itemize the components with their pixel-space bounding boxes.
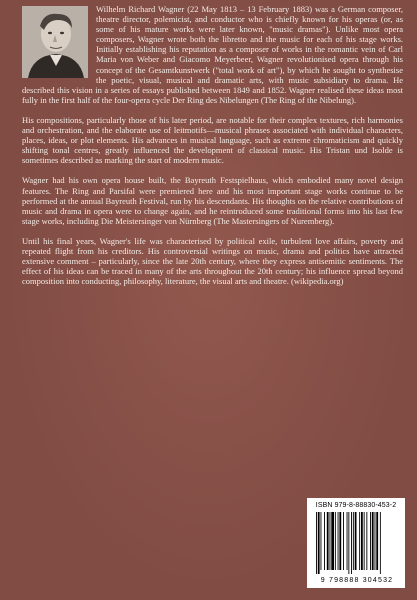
portrait-image	[22, 6, 88, 78]
isbn-label: ISBN 979-8-88830-453-2	[315, 502, 397, 509]
barcode-bar	[327, 512, 329, 570]
barcode-bar	[347, 512, 348, 570]
barcode-bar	[376, 512, 378, 570]
isbn-digits: 9 798888 304532	[320, 577, 394, 584]
bio-paragraph-3: Wagner had his own opera house built, the Bayreuth Festspielhaus, which embodied many novel design features. The Ring and Parsifal were premiered here and his most important stage works continue to be performed at the annual Bayreuth Festival, run by his descendants. His thoughts on the relative contributions of music and drama in opera were to change again, and he reintroduced some traditional forms into his last few stage works, including Die Meistersinger von Nürnberg (The Mastersingers of Nuremberg).	[22, 175, 403, 226]
barcode-bar	[375, 512, 376, 570]
portrait-drawing	[22, 6, 88, 78]
bio-paragraph-4: Until his final years, Wagner's life was characterised by political exile, turbulent love affairs, poverty and repeated flight from his creditors. His controversial writings on music, drama and politics have attracted extensive comment – particularly, since the late 20th century, where they express antisemitic sentiments. The effect of his ideas can be traced in many of the arts throughout the 20th century; his influence spread beyond composition into conducting, philosophy, literature, the visual arts and theatre. (wikipedia.org)	[22, 235, 403, 287]
barcode-bar	[364, 512, 365, 570]
barcode-bar	[324, 512, 325, 570]
barcode-bar	[335, 512, 336, 570]
barcode-bar	[353, 512, 354, 570]
barcode-bar	[372, 512, 374, 570]
barcode-bar	[355, 512, 357, 570]
barcode-bar	[338, 512, 339, 570]
barcode-bar	[348, 512, 349, 574]
barcode-bar	[321, 512, 322, 570]
barcode-bar	[339, 512, 341, 570]
barcode-bar	[359, 512, 360, 570]
barcode-bar	[361, 512, 363, 570]
barcode-bar	[316, 512, 317, 574]
bio-paragraph-1: Wilhelm Richard Wagner (22 May 1813 – 13 February 1883) was a German composer, theatre director, polemicist, and conductor who is chiefly known for his operas (or, as some of his mature works were later known, "music dramas"). Unlike most opera composers, Wagner wrote both the libretto and the music for each of his stage works. Initially establishing his reputation as a composer of works in the romantic vein of Carl Maria von Weber and Giacomo Meyerbeer, Wagner revolutionised opera through his concept of the Gesamtkunstwerk ("total work of art"), by which he sought to synthesise the poetic, visual, musical and dramatic arts, with music subsidiary to drama. He described this vision in a series of essays published between 1849 and 1852. Wagner realised these ideas most fully in the first half of the four-opera cycle Der Ring des Nibelungen (The Ring of the Nibelung).	[22, 4, 403, 105]
barcode-bar	[366, 512, 367, 570]
barcode-bar	[343, 512, 344, 570]
barcode-bar	[380, 512, 381, 574]
isbn-barcode	[307, 498, 405, 588]
barcode-bar	[370, 512, 371, 570]
bio-paragraph-2: His compositions, particularly those of his later period, are notable for their complex textures, rich harmonies and orchestration, and the elaborate use of leitmotifs—musical phrases associated with individual characters, places, ideas, or plot elements. His advances in musical language, such as extreme chromaticism and quickly shifting tonal centres, greatly influenced the development of classical music. His Tristan und Isolde is sometimes described as marking the start of modern music.	[22, 114, 403, 166]
barcode-bar	[351, 512, 352, 574]
barcode-bar	[331, 512, 334, 570]
barcode-bar	[330, 512, 331, 570]
barcode-bars	[314, 512, 400, 574]
barcode-bar	[318, 512, 320, 574]
